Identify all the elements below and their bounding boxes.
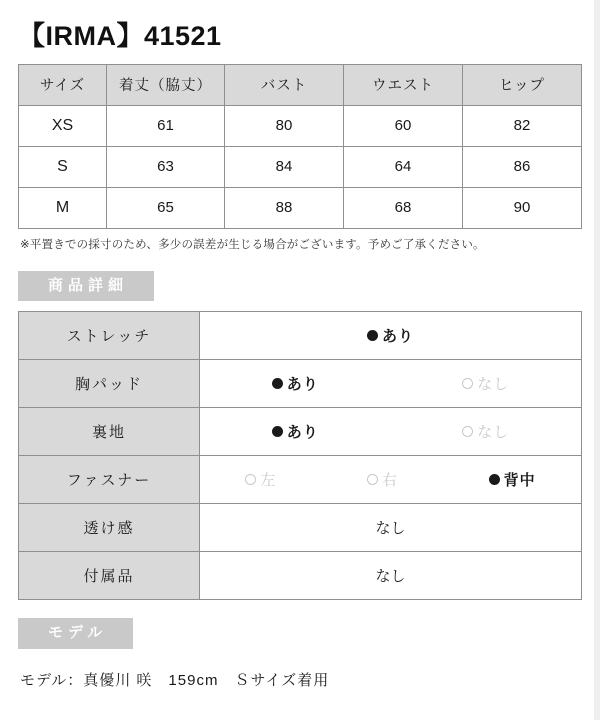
option-label: 右 [381,472,398,490]
size-table-header-cell: 着丈（脇丈） [107,64,225,105]
option-lining-ari [272,421,319,442]
detail-value-sheerness: なし [200,504,582,552]
option-pad-ari [272,373,319,394]
waist-cell: 64 [344,146,463,187]
measurement-note: ※平置きでの採寸のため、多少の誤差が生じる場合がございます。予めご了承ください。 [20,238,485,251]
section-heading-detail: 商品詳細 [18,271,154,302]
detail-table [18,311,582,600]
detail-label: 裏地 [19,408,200,456]
table-row [19,312,582,360]
detail-label: 胸パッド [19,360,200,408]
detail-value [200,312,582,360]
hip-cell: 90 [463,187,582,228]
filled-circle-icon [367,330,378,341]
hip-cell: 82 [463,105,582,146]
detail-label: 透け感 [19,504,200,552]
size-table-header-cell: サイズ [19,64,107,105]
detail-label: ストレッチ [19,312,200,360]
model-info: モデル：真優川 咲 159cm Ｓサイズ着用 [20,671,330,689]
detail-label: 付属品 [19,552,200,600]
option-lining-nashi [462,421,509,442]
option-zipper-left [245,469,276,490]
table-row [19,456,582,504]
hip-cell: 86 [463,146,582,187]
detail-value-accessories: なし [200,552,582,600]
size-table [18,64,582,229]
size-table-header-cell: バスト [225,64,344,105]
size-table-header-row [19,64,582,105]
table-row [19,105,582,146]
option-label: あり [286,424,319,442]
option-group [200,312,581,359]
filled-circle-icon [489,474,500,485]
option-group [200,360,581,407]
option-stretch-ari [367,325,414,346]
option-label: なし [477,424,510,442]
detail-value [200,408,582,456]
bust-cell: 84 [225,146,344,187]
empty-circle-icon [367,474,378,485]
option-label: あり [381,328,414,346]
size-cell: XS [19,105,107,146]
section-heading-model: モデル [18,618,133,649]
empty-circle-icon [245,474,256,485]
table-row [19,552,582,600]
waist-cell: 60 [344,105,463,146]
option-zipper-right [367,469,398,490]
bust-cell: 88 [225,187,344,228]
table-row [19,504,582,552]
option-label: 背中 [503,472,536,490]
detail-value [200,360,582,408]
table-row [19,187,582,228]
size-table-header-cell: ヒップ [463,64,582,105]
option-pad-nashi [462,373,509,394]
table-row [19,360,582,408]
detail-label: ファスナー [19,456,200,504]
filled-circle-icon [272,426,283,437]
waist-cell: 68 [344,187,463,228]
filled-circle-icon [272,378,283,389]
detail-value [200,456,582,504]
option-label: なし [477,376,510,394]
page-title: 【IRMA】41521 [18,21,222,51]
table-row [19,146,582,187]
empty-circle-icon [462,378,473,389]
size-table-header-cell: ウエスト [344,64,463,105]
option-group [200,408,581,455]
table-row [19,408,582,456]
scrollbar-track[interactable] [594,0,600,720]
size-cell: M [19,187,107,228]
size-cell: S [19,146,107,187]
length-cell: 61 [107,105,225,146]
option-label: 左 [260,472,277,490]
length-cell: 63 [107,146,225,187]
option-zipper-back [489,469,536,490]
bust-cell: 80 [225,105,344,146]
length-cell: 65 [107,187,225,228]
empty-circle-icon [462,426,473,437]
option-group [200,456,581,503]
option-label: あり [286,376,319,394]
